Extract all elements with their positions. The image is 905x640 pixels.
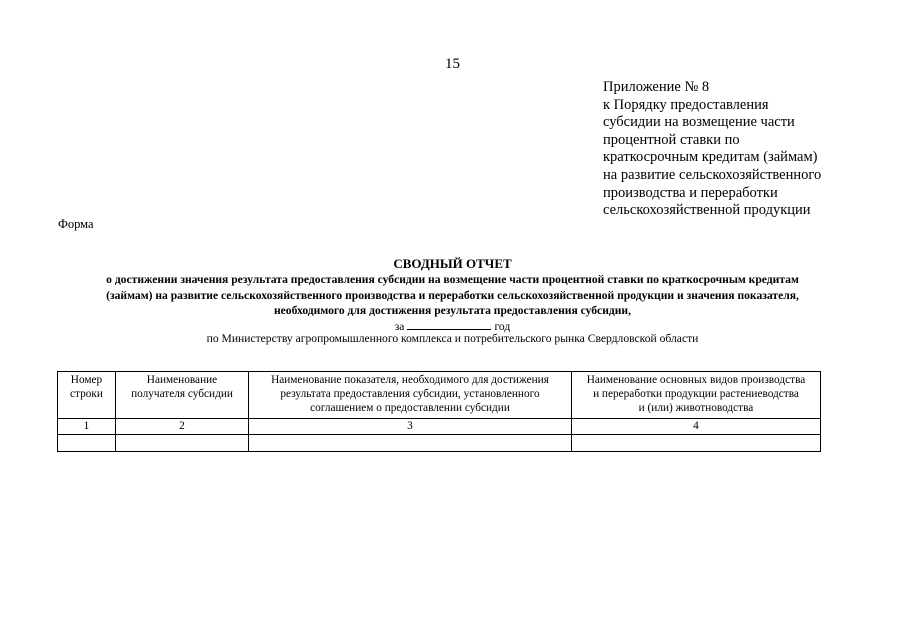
table-cell[interactable] bbox=[572, 435, 821, 452]
report-subtitle bbox=[40, 272, 865, 319]
ministry-line: по Министерству агропромышленного комплекса и потребительского рынка Свердловской области bbox=[206, 332, 699, 345]
table-header-cell: Наименование показателя, необходимого для достижения результата предоставления субсидии, установленного соглашением о предоставлении субсидии bbox=[249, 372, 572, 419]
report-subtitle-line: (займам) на развитие сельскохозяйственного производства и переработки сельскохозяйственной продукции и значения показателя, bbox=[106, 288, 799, 302]
table-header-cell: Номер строки bbox=[58, 372, 116, 419]
table-cell[interactable] bbox=[58, 435, 116, 452]
table-cell[interactable] bbox=[249, 435, 572, 452]
column-number-cell: 3 bbox=[249, 419, 572, 435]
appendix-line: к Порядку предоставления bbox=[603, 96, 769, 113]
appendix-line: производства и переработки bbox=[603, 184, 778, 201]
table-column-numbers-row bbox=[58, 419, 821, 435]
report-table bbox=[57, 371, 821, 452]
report-period bbox=[0, 318, 905, 333]
appendix-block bbox=[603, 79, 888, 220]
appendix-line: сельскохозяйственной продукции bbox=[603, 202, 811, 219]
report-subtitle-line: необходимого для достижения результата предоставления субсидии, bbox=[273, 304, 631, 317]
table-header-row bbox=[58, 372, 821, 419]
column-number-cell: 4 bbox=[572, 419, 821, 435]
appendix-line: процентной ставки по bbox=[603, 131, 740, 148]
period-prefix: за bbox=[394, 320, 405, 333]
column-number-cell: 1 bbox=[58, 419, 116, 435]
report-subtitle-line: о достижении значения результата предоставления субсидии на возмещение части процентной ставки по краткосрочным кредитам bbox=[106, 273, 799, 286]
appendix-line: на развитие сельскохозяйственного bbox=[603, 166, 822, 183]
report-title: СВОДНЫЙ ОТЧЕТ bbox=[393, 256, 512, 271]
appendix-line: Приложение № 8 bbox=[603, 79, 710, 95]
appendix-line: краткосрочным кредитам (займам) bbox=[603, 149, 818, 166]
period-suffix: год bbox=[494, 320, 511, 333]
form-label: Форма bbox=[58, 217, 94, 231]
appendix-line: субсидии на возмещение части bbox=[603, 114, 795, 131]
table-row bbox=[58, 435, 821, 452]
page-number: 15 bbox=[445, 56, 460, 72]
column-number-cell: 2 bbox=[116, 419, 249, 435]
table-cell[interactable] bbox=[116, 435, 249, 452]
table-header-cell: Наименование основных видов производства и переработки продукции растениеводства и (или) животноводства bbox=[572, 372, 821, 419]
period-blank-field[interactable] bbox=[407, 318, 491, 330]
table-header-cell: Наименование получателя субсидии bbox=[116, 372, 249, 419]
